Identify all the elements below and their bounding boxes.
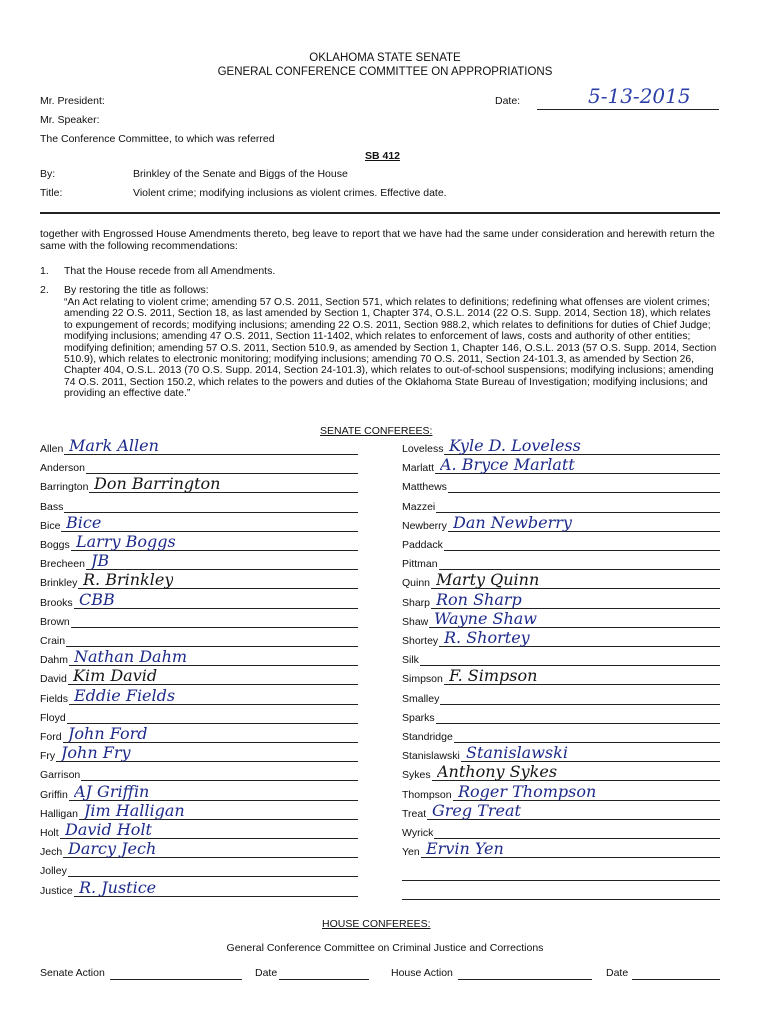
handwritten-signature: Don Barrington: [94, 474, 221, 494]
conferee-name: Halligan: [40, 807, 78, 820]
handwritten-signature: Wayne Shaw: [434, 608, 537, 628]
signature-line: [444, 550, 720, 551]
house-conferees-title: HOUSE CONFEREES:: [322, 918, 431, 930]
conferee-name: Matthews: [402, 481, 447, 494]
mr-speaker-label: Mr. Speaker:: [40, 114, 100, 126]
conferee-name: Brown: [40, 615, 70, 628]
date-1-line: [279, 979, 369, 980]
header-divider: [40, 212, 720, 214]
conferee-name: David: [40, 673, 67, 686]
conferee-name: Sparks: [402, 711, 435, 724]
signature-line: [436, 723, 720, 724]
conferee-name: Floyd: [40, 711, 66, 724]
handwritten-signature: Marty Quinn: [436, 570, 540, 590]
left-conferee-brooks: [40, 589, 358, 611]
conferee-name: Brinkley: [40, 577, 78, 590]
title-value: Violent crime; modifying inclusions as violent crimes. Effective date.: [133, 187, 447, 199]
handwritten-signature: David Holt: [65, 820, 152, 839]
handwritten-signature: Ervin Yen: [426, 839, 504, 859]
right-conferee-treat: [402, 800, 720, 822]
conferee-name: Sharp: [402, 596, 431, 609]
handwritten-signature: CBB: [79, 589, 115, 609]
conferee-name: Garrison: [40, 769, 81, 782]
handwritten-signature: Jim Halligan: [84, 800, 185, 820]
handwritten-signature: AJ Griffin: [74, 781, 150, 801]
right-conferee-sparks: [402, 708, 720, 726]
signature-line: [440, 704, 720, 705]
senate-action-line: [110, 979, 242, 980]
conferee-name: Newberry: [402, 519, 447, 532]
conferee-name: Barrington: [40, 481, 89, 494]
right-conferee-simpson: [402, 666, 720, 687]
header-line-1: OKLAHOMA STATE SENATE: [309, 52, 461, 64]
handwritten-signature: Greg Treat: [432, 800, 521, 820]
conferee-name: Yen: [402, 846, 420, 859]
conferee-name: Shaw: [402, 615, 429, 628]
conferee-name: Loveless: [402, 443, 444, 455]
report-text: together with Engrossed House Amendments thereto, beg leave to report that we have had the same under consideration and herewith return the same with the following recommendations:: [40, 228, 715, 252]
bill-number: SB 412: [365, 150, 401, 162]
handwritten-signature: Eddie Fields: [74, 685, 176, 705]
left-conferee-jech: [40, 839, 358, 860]
conferee-name: Stanislawski: [402, 750, 460, 763]
date-2-line: [632, 979, 720, 980]
conferee-name: Holt: [40, 827, 59, 839]
conferee-name: Wyrick: [402, 827, 434, 839]
conferee-name: Mazzei: [402, 500, 436, 513]
conferee-name: Quinn: [402, 577, 431, 590]
date-label: Date:: [495, 95, 521, 107]
handwritten-signature: John Fry: [61, 743, 131, 763]
handwritten-signature: Mark Allen: [69, 436, 159, 455]
conferee-name: Shortey: [402, 635, 439, 647]
intro-text: The Conference Committee, to which was referred: [40, 133, 275, 145]
handwritten-signature: R. Brinkley: [83, 570, 174, 590]
conferee-name: Jolley: [40, 865, 67, 878]
house-action-label: House Action: [391, 967, 453, 979]
title-label: Title:: [40, 187, 63, 199]
conferee-name: Pittman: [402, 558, 438, 571]
left-conferee-barrington: [40, 474, 358, 495]
conferee-name: Thompson: [402, 788, 452, 801]
handwritten-signature: Nathan Dahm: [74, 647, 188, 667]
conferee-name: Jech: [40, 846, 63, 859]
handwritten-signature: A. Bryce Marlatt: [440, 455, 575, 475]
handwritten-signature: Kim David: [73, 666, 158, 686]
date-value: 5-13-2015: [588, 84, 691, 108]
conferee-name: Fry: [40, 750, 56, 763]
rec-1-number: 1.: [40, 265, 49, 277]
right-conferee-shortey: [402, 628, 720, 649]
committee-name: General Conference Committee on Criminal Justice and Corrections: [226, 942, 544, 954]
conferee-name: Allen: [40, 443, 64, 455]
conferee-name: Smalley: [402, 692, 440, 705]
conferee-name: Bass: [40, 500, 64, 513]
right-conferee-marlatt: [402, 455, 720, 476]
right-conferee-matthews: [402, 477, 720, 495]
conferee-name: Brooks: [40, 596, 73, 609]
blank-signature-line: [402, 880, 720, 881]
right-conferee-paddack: [402, 535, 720, 553]
date-2-label: Date: [606, 967, 629, 979]
rec-1-text: That the House recede from all Amendments.: [64, 265, 276, 277]
conferee-name: Dahm: [40, 654, 69, 667]
conferee-name: Silk: [402, 654, 419, 667]
handwritten-signature: R. Justice: [79, 877, 157, 897]
conferee-name: Crain: [40, 635, 66, 647]
house-action-line: [458, 979, 592, 980]
senate-conferees-title: SENATE CONFEREES:: [320, 425, 433, 437]
conferee-name: Brecheen: [40, 558, 85, 571]
signature-line: [448, 492, 720, 493]
handwritten-signature: F. Simpson: [449, 666, 538, 686]
date-line: [537, 109, 719, 110]
left-conferee-justice: [40, 877, 358, 899]
date-1-label: Date: [255, 967, 278, 979]
handwritten-signature: Bice: [66, 512, 102, 532]
conferee-name: Standridge: [402, 731, 453, 743]
senate-action-label: Senate Action: [40, 967, 105, 979]
conferee-name: Boggs: [40, 539, 70, 551]
right-conferee-yen: [402, 839, 720, 860]
conferee-name: Paddack: [402, 539, 443, 551]
signature-line: [71, 627, 358, 628]
left-conferee-boggs: [40, 532, 358, 553]
handwritten-signature: JB: [91, 551, 110, 571]
handwritten-signature: Kyle D. Loveless: [449, 436, 581, 455]
by-label: By:: [40, 168, 56, 180]
restored-title: “An Act relating to violent crime; amending 57 O.S. 2011, Section 571, which relates to definitions; redefining what offenses are violent crimes; amending 22 O.S. 2011, Section 18, as last amended by Section 1, Chapter 374, O.S.L. 2014 (22 O.S. Supp. 2014, Section 18), which relates to expungement of records; modifying inclusions; amending 22 O.S. 2011, Section 988.2, which relates to definitions for duties of Chief Judge; modifying inclusions; amending 47 O.S. 2011, Section 11-1402, which relates to enforcement of laws, costs and authority of other entities; modifying definition; amending 57 O.S. 2011, Section 510.9, as amended by Section 1, Chapter 146, O.S.L. 2013 (57 O.S. Supp. 2014, Section 510.9), which relates to electronic monitoring; modifying inclusions; amending 70 O.S. 2011, Section 24-101.3, as amended by Section 26, Chapter 404, O.S.L. 2013 (70 O.S. Supp. 2014, Section 24-101.3), which relates to out-of-school suspensions; modifying inclusions; amending 74 O.S. 2011, Section 150.2, which relates to the powers and duties of the Oklahoma State Bureau of Investigation; modifying inclusions; and providing an effective date.”: [64, 297, 717, 400]
signature-line: [74, 608, 358, 609]
conferee-name: Fields: [40, 692, 69, 705]
left-conferee-allen: [40, 436, 358, 457]
conferee-name: Ford: [40, 731, 62, 743]
handwritten-signature: Stanislawski: [466, 743, 568, 763]
signature-line: [64, 512, 358, 513]
conferee-name: Griffin: [40, 788, 68, 801]
conferee-name: Sykes: [402, 769, 431, 782]
conferee-name: Simpson: [402, 673, 443, 686]
left-conferee-fry: [40, 743, 358, 764]
handwritten-signature: Dan Newberry: [453, 512, 572, 532]
handwritten-signature: R. Shortey: [444, 628, 530, 647]
rec-2-text: By restoring the title as follows:: [64, 284, 209, 296]
handwritten-signature: Darcy Jech: [68, 839, 157, 859]
handwritten-signature: Ron Sharp: [436, 589, 522, 609]
handwritten-signature: Anthony Sykes: [437, 762, 558, 782]
handwritten-signature: Larry Boggs: [76, 532, 176, 551]
conferee-name: Anderson: [40, 462, 85, 475]
left-conferee-fields: [40, 685, 358, 707]
blank-signature-line: [402, 899, 720, 900]
handwritten-signature: Roger Thompson: [458, 781, 597, 801]
right-conferee-newberry: [402, 512, 720, 534]
conferee-name: Bice: [40, 519, 61, 532]
by-value: Brinkley of the Senate and Biggs of the House: [133, 168, 348, 180]
header-line-2: GENERAL CONFERENCE COMMITTEE ON APPROPRIATIONS: [217, 66, 553, 78]
conferee-name: Marlatt: [402, 462, 435, 475]
mr-president-label: Mr. President:: [40, 95, 105, 107]
rec-2-number: 2.: [40, 284, 49, 296]
conferee-name: Justice: [40, 884, 73, 897]
left-conferee-brown: [40, 612, 358, 630]
right-conferee-smalley: [402, 689, 720, 707]
handwritten-signature: John Ford: [68, 724, 148, 743]
conferee-name: Treat: [402, 807, 427, 820]
